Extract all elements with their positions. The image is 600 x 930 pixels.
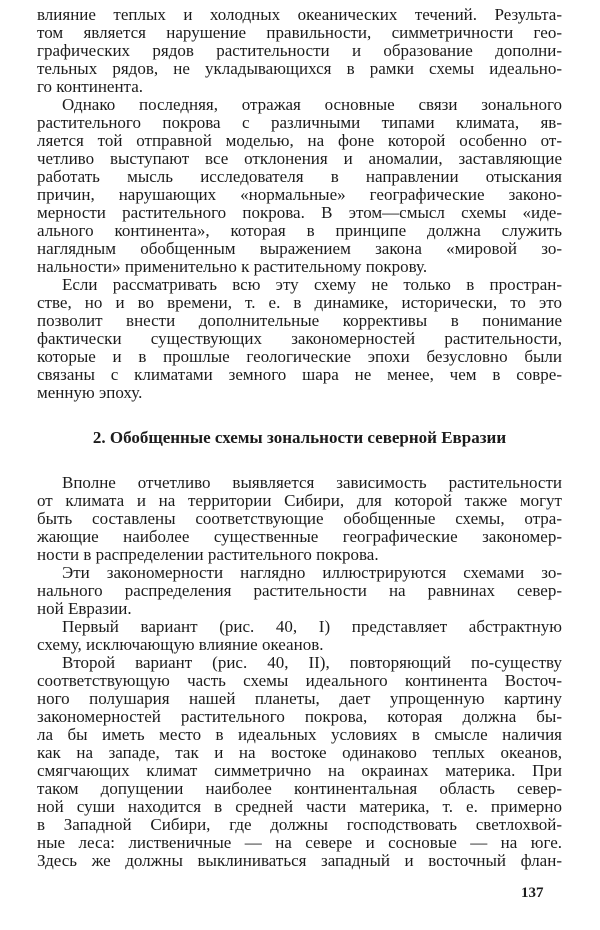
book-page (37, 6, 562, 870)
text-line: го континента. (37, 77, 143, 96)
text-line: работать мысль исследователя в направлении отыскания (37, 167, 562, 186)
text-line: наглядным обобщенным выражением закона «мировой зо- (37, 239, 562, 258)
spacer (37, 402, 562, 420)
text-line: ного полушария нашей планеты, дает упрощенную картину (37, 689, 562, 708)
text-line: Первый вариант (рис. 40, I) представляет абстрактную (62, 617, 562, 636)
text-line: позволит внести дополнительные коррективы в понимание (37, 311, 562, 330)
text-line: быть составлены соответствующие обобщенные схемы, отра- (37, 509, 562, 528)
text-block-after-heading (37, 474, 562, 870)
text-line: смягчающих климат симметрично на окраинах материка. При (37, 761, 562, 780)
text-line: которые и в прошлые геологические эпохи безусловно были (37, 347, 562, 366)
spacer (37, 456, 562, 474)
text-line: от климата и на территории Сибири, для которой также могут (37, 491, 562, 510)
text-line: менную эпоху. (37, 383, 143, 402)
text-line: тельных рядов, не укладывающихся в рамки схемы идеально- (37, 59, 562, 78)
text-line: стве, но и во времени, т. е. в динамике, исторически, то это (37, 293, 562, 312)
text-line: фактически существующих закономерностей растительности, (37, 329, 562, 348)
text-line: Однако последняя, отражая основные связи зонального (62, 95, 562, 114)
text-line: четливо выступают все отклонения и аномалии, заставляющие (37, 149, 562, 168)
text-line: Эти закономерности наглядно иллюстрируются схемами зо- (62, 563, 562, 582)
text-line: ального континента», которая в принципе должна служить (37, 221, 562, 240)
text-line: растительного покрова с различными типами климата, яв- (37, 113, 562, 132)
text-line: Здесь же должны выклиниваться западный и восточный флан- (37, 851, 562, 870)
section-heading: 2. Обобщенные схемы зональности северной Евразии (92, 428, 507, 447)
text-line: Второй вариант (рис. 40, II), повторяющий по-существу (62, 653, 562, 672)
text-line: ности в распределении растительного покрова. (37, 545, 379, 564)
text-block-before-heading (37, 6, 562, 402)
text-line: закономерностей растительного покрова, которая должна бы- (37, 707, 562, 726)
text-line: ляется той отправной моделью, на фоне которой особенно от- (37, 131, 562, 150)
text-line: ла бы иметь место в идеальных условиях в смысле наличия (37, 725, 562, 744)
text-line: влияние теплых и холодных океанических течений. Результа- (37, 5, 562, 24)
text-line: схему, исключающую влияние океанов. (37, 635, 324, 654)
text-line: нальности» применительно к растительному покрову. (37, 257, 428, 276)
text-line: Если рассматривать всю эту схему не только в простран- (62, 275, 562, 294)
page-number: 137 (521, 885, 544, 901)
text-line: графических рядов растительности и образование дополни- (37, 41, 562, 60)
text-line: жающие наиболее существенные географические закономер- (37, 527, 562, 546)
text-line: ной суши находится в средней части материка, т. е. примерно (37, 797, 562, 816)
text-line: мерности растительного покрова. В этом—смысл схемы «иде- (37, 203, 562, 222)
text-line: таком допущении наиболее континентальная область север- (37, 779, 562, 798)
text-line: как на западе, так и на востоке одинаково теплых океанов, (37, 743, 562, 762)
text-line: ной Евразии. (37, 599, 132, 618)
text-line: том является нарушение правильности, симметричности гео- (37, 23, 562, 42)
text-line: соответствующую часть схемы идеального континента Восточ- (37, 671, 562, 690)
text-line: ные леса: лиственичные — на севере и сосновые — на юге. (37, 833, 562, 852)
text-line: связаны с климатами земного шара не менее, чем в совре- (37, 365, 562, 384)
text-line: Вполне отчетливо выявляется зависимость растительности (62, 473, 562, 492)
text-line: причин, нарушающих «нормальные» географические законо- (37, 185, 562, 204)
text-line: в Западной Сибири, где должны господствовать светлохвой- (37, 815, 562, 834)
text-line: нального распределения растительности на равнинах север- (37, 581, 562, 600)
